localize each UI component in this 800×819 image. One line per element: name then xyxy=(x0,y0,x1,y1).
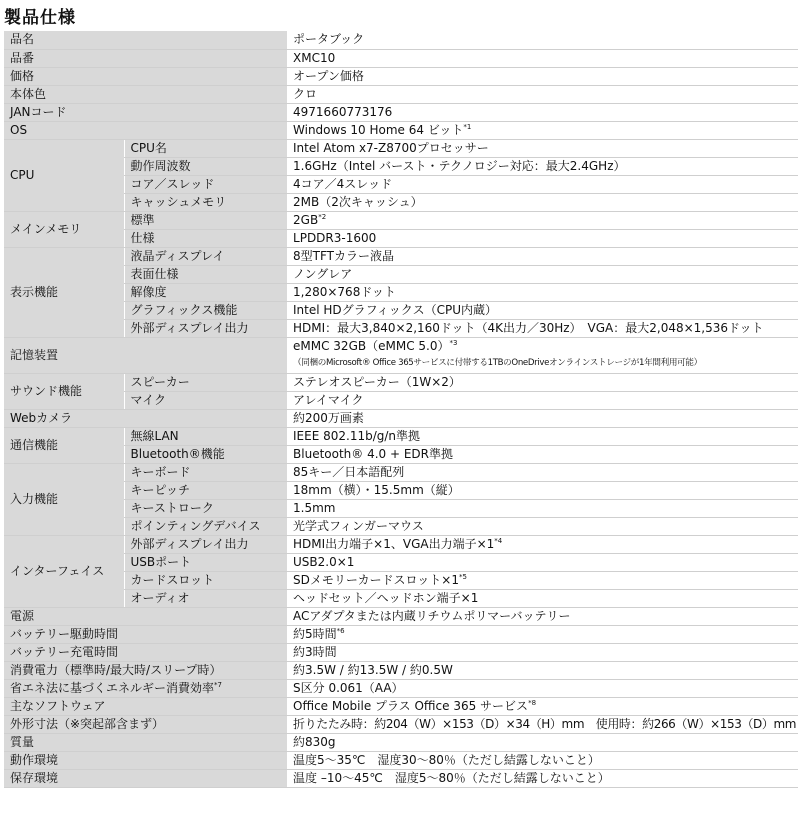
sub-label: 無線LAN xyxy=(124,427,287,445)
row-label xyxy=(4,680,287,698)
footnote-mark: *6 xyxy=(336,626,345,635)
table-row xyxy=(4,625,798,643)
sub-label: スピーカー xyxy=(124,373,287,391)
category-label: 通信機能 xyxy=(4,427,124,463)
value-text: eMMC 32GB（eMMC 5.0） xyxy=(293,338,450,353)
table-row xyxy=(4,445,798,463)
value-text: 2GB xyxy=(293,212,319,227)
footnote-mark: *3 xyxy=(449,338,458,347)
table-row xyxy=(4,229,798,247)
table-row xyxy=(4,49,798,67)
row-value: XMC10 xyxy=(287,49,798,67)
row-label: 品名 xyxy=(4,31,287,49)
table-row xyxy=(4,193,798,211)
row-value: Intel HDグラフィックス（CPU内蔵） xyxy=(287,301,798,319)
table-row xyxy=(4,211,798,229)
row-value: アレイマイク xyxy=(287,391,798,409)
value-text: Windows 10 Home 64 ビット xyxy=(293,122,464,137)
row-value: IEEE 802.11b/g/n準拠 xyxy=(287,427,798,445)
sub-label: ポインティングデバイス xyxy=(124,517,287,535)
row-value xyxy=(287,571,798,589)
footnote-mark: *2 xyxy=(318,212,327,221)
row-label: バッテリー駆動時間 xyxy=(4,625,287,643)
table-row xyxy=(4,734,798,752)
table-row xyxy=(4,391,798,409)
footnote-mark: *1 xyxy=(463,122,472,131)
storage-note: （同梱のMicrosoft® Office 365サービスに付帯する1TBのOneDriveオンラインストレージが1年間利用可能） xyxy=(293,357,702,368)
row-value: 約830g xyxy=(287,734,798,752)
table-row xyxy=(4,481,798,499)
row-label: 記憶装置 xyxy=(4,337,287,373)
row-value xyxy=(287,535,798,553)
sub-label: キーボード xyxy=(124,463,287,481)
sub-label: 液晶ディスプレイ xyxy=(124,247,287,265)
table-row xyxy=(4,247,798,265)
row-label: 主なソフトウェア xyxy=(4,698,287,716)
row-value: 1.5mm xyxy=(287,499,798,517)
row-value xyxy=(287,211,798,229)
row-value: 約3時間 xyxy=(287,644,798,662)
table-row xyxy=(4,607,798,625)
row-label: OS xyxy=(4,121,287,139)
table-row xyxy=(4,427,798,445)
row-label: 動作環境 xyxy=(4,752,287,770)
value-text: HDMI出力端子×1、VGA出力端子×1 xyxy=(293,536,495,551)
table-row xyxy=(4,283,798,301)
row-value xyxy=(287,121,798,139)
sub-label: 外部ディスプレイ出力 xyxy=(124,535,287,553)
row-label: 保存環境 xyxy=(4,770,287,788)
row-value: ステレオスピーカー（1W×2） xyxy=(287,373,798,391)
sub-label: 表面仕様 xyxy=(124,265,287,283)
row-label: 外形寸法（※突起部含まず） xyxy=(4,716,287,734)
table-row xyxy=(4,698,798,716)
table-row xyxy=(4,319,798,337)
table-row xyxy=(4,85,798,103)
table-row xyxy=(4,31,798,49)
sub-label: USBポート xyxy=(124,553,287,571)
row-label: 本体色 xyxy=(4,85,287,103)
row-value: クロ xyxy=(287,85,798,103)
category-label: 表示機能 xyxy=(4,247,124,337)
row-label: Webカメラ xyxy=(4,409,287,427)
row-value: 1,280×768ドット xyxy=(287,283,798,301)
table-row xyxy=(4,67,798,85)
row-value: 4コア／4スレッド xyxy=(287,175,798,193)
table-row xyxy=(4,103,798,121)
row-value: 約3.5W / 約13.5W / 約0.5W xyxy=(287,662,798,680)
table-row xyxy=(4,535,798,553)
table-row xyxy=(4,553,798,571)
table-row xyxy=(4,337,798,373)
sub-label: キャッシュメモリ xyxy=(124,193,287,211)
row-value: 温度5～35℃ 湿度30～80％（ただし結露しないこと） xyxy=(287,752,798,770)
sub-label: キーピッチ xyxy=(124,481,287,499)
footnote-mark: *7 xyxy=(214,681,222,690)
page-title: 製品仕様 xyxy=(4,8,76,28)
row-value: オープン価格 xyxy=(287,67,798,85)
value-text: SDメモリーカードスロット×1 xyxy=(293,572,459,587)
sub-label: 仕様 xyxy=(124,229,287,247)
row-label: 品番 xyxy=(4,49,287,67)
row-value: ポータブック xyxy=(287,31,798,49)
category-label: メインメモリ xyxy=(4,211,124,247)
sub-label: キーストローク xyxy=(124,499,287,517)
footnote-mark: *5 xyxy=(458,572,467,581)
footnote-mark: *4 xyxy=(494,536,503,545)
row-value xyxy=(287,625,798,643)
table-row xyxy=(4,373,798,391)
table-row xyxy=(4,157,798,175)
row-value: 85キー／日本語配列 xyxy=(287,463,798,481)
row-value: 18mm（横）・15.5mm（縦） xyxy=(287,481,798,499)
row-value: 8型TFTカラー液晶 xyxy=(287,247,798,265)
table-row xyxy=(4,571,798,589)
row-value: 2MB（2次キャッシュ） xyxy=(287,193,798,211)
table-row xyxy=(4,716,798,734)
table-row xyxy=(4,409,798,427)
row-label: 電源 xyxy=(4,607,287,625)
table-row xyxy=(4,662,798,680)
table-row xyxy=(4,752,798,770)
category-label: 入力機能 xyxy=(4,463,124,535)
sub-label: グラフィックス機能 xyxy=(124,301,287,319)
table-row xyxy=(4,499,798,517)
row-label: 質量 xyxy=(4,734,287,752)
footnote-mark: *8 xyxy=(528,699,537,708)
table-row xyxy=(4,517,798,535)
row-value: 温度 –10～45℃ 湿度5～80％（ただし結露しないこと） xyxy=(287,770,798,788)
label-text: 省エネ法に基づくエネルギー消費効率 xyxy=(10,681,215,696)
value-text: 約5時間 xyxy=(293,626,337,641)
table-row xyxy=(4,770,798,788)
row-label: JANコード xyxy=(4,103,287,121)
value-text: Office Mobile プラス Office 365 サービス xyxy=(293,699,529,714)
row-value: 1.6GHz（Intel バースト・テクノロジー対応：最大2.4GHz） xyxy=(287,157,798,175)
sub-label: 解像度 xyxy=(124,283,287,301)
table-row xyxy=(4,301,798,319)
table-row xyxy=(4,121,798,139)
table-row xyxy=(4,589,798,607)
spec-table xyxy=(4,31,798,788)
row-value: HDMI：最大3,840×2,160ドット（4K出力／30Hz） VGA：最大2,048×1,536ドット xyxy=(287,319,798,337)
table-row xyxy=(4,175,798,193)
sub-label: コア／スレッド xyxy=(124,175,287,193)
table-row xyxy=(4,139,798,157)
table-row xyxy=(4,680,798,698)
row-value: 折りたたみ時：約204（W）×153（D）×34（H）mm 使用時：約266（W）×153（D）mm xyxy=(287,716,798,734)
category-label: CPU xyxy=(4,139,124,211)
row-value: ヘッドセット／ヘッドホン端子×1 xyxy=(287,589,798,607)
row-label: バッテリー充電時間 xyxy=(4,644,287,662)
row-value: ノングレア xyxy=(287,265,798,283)
row-value: 約200万画素 xyxy=(287,409,798,427)
sub-label: オーディオ xyxy=(124,589,287,607)
sub-label: 標準 xyxy=(124,211,287,229)
table-row xyxy=(4,644,798,662)
category-label: サウンド機能 xyxy=(4,373,124,409)
row-value xyxy=(287,698,798,716)
sub-label: 動作周波数 xyxy=(124,157,287,175)
sub-label: マイク xyxy=(124,391,287,409)
row-value: Intel Atom x7-Z8700プロセッサー xyxy=(287,139,798,157)
row-value: USB2.0×1 xyxy=(287,553,798,571)
row-value xyxy=(287,337,798,373)
row-value: LPDDR3-1600 xyxy=(287,229,798,247)
sub-label: 外部ディスプレイ出力 xyxy=(124,319,287,337)
row-label: 消費電力（標準時/最大時/スリープ時） xyxy=(4,662,287,680)
row-label: 価格 xyxy=(4,67,287,85)
category-label: インターフェイス xyxy=(4,535,124,607)
row-value: 4971660773176 xyxy=(287,103,798,121)
row-value: 光学式フィンガーマウス xyxy=(287,517,798,535)
table-row xyxy=(4,463,798,481)
row-value: S区分 0.061（AA） xyxy=(287,680,798,698)
table-row xyxy=(4,265,798,283)
sub-label: Bluetooth®機能 xyxy=(124,445,287,463)
row-value: ACアダプタまたは内蔵リチウムポリマーバッテリー xyxy=(287,607,798,625)
sub-label: カードスロット xyxy=(124,571,287,589)
sub-label: CPU名 xyxy=(124,139,287,157)
row-value: Bluetooth® 4.0 + EDR準拠 xyxy=(287,445,798,463)
